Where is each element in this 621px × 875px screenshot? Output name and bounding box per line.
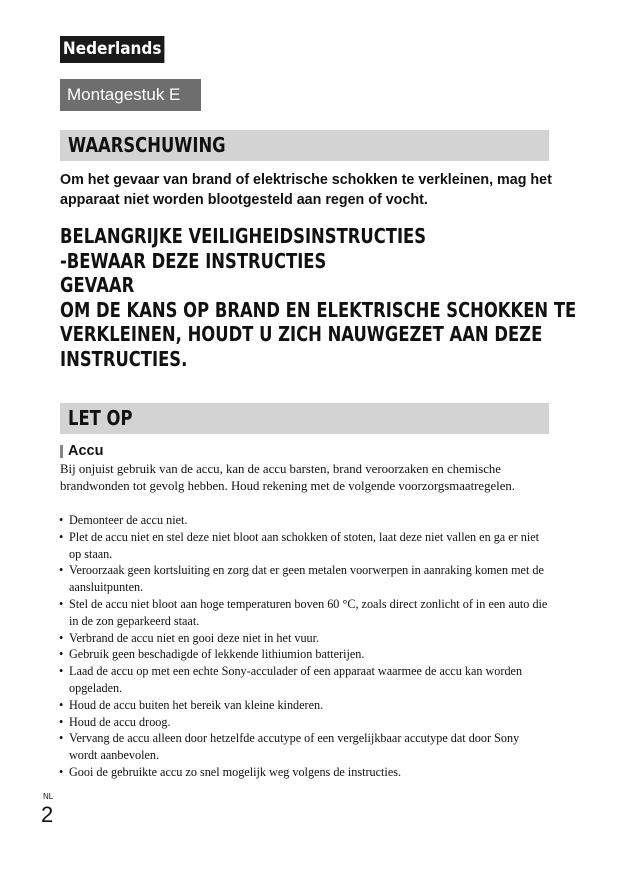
instruction-line: INSTRUCTIES. bbox=[60, 346, 188, 371]
list-item: • Demonteer de accu niet. bbox=[60, 512, 550, 529]
list-item: • Laad de accu op met een echte Sony-acculader of een apparaat waarmee de accu kan worden opgeladen. bbox=[60, 663, 550, 697]
page-number: 2 bbox=[41, 802, 54, 827]
page-language-code: NL bbox=[43, 792, 54, 801]
warning-intro: Om het gevaar van brand of elektrische schokken te verkleinen, mag het apparaat niet worden blootgesteld aan regen of vocht. bbox=[60, 172, 552, 208]
list-item: • Veroorzaak geen kortsluiting en zorg dat er geen metalen voorwerpen in aanraking komen met de aansluitpunten. bbox=[60, 562, 550, 596]
safety-instructions bbox=[60, 224, 600, 371]
list-item: • Plet de accu niet en stel deze niet bloot aan schokken of stoten, laat deze niet vallen en ga er niet op staan. bbox=[60, 529, 550, 563]
instruction-line: GEVAAR bbox=[60, 273, 135, 297]
warning-banner bbox=[60, 130, 549, 161]
list-item: • Houd de accu droog. bbox=[60, 714, 550, 731]
list-item: • Vervang de accu alleen door hetzelfde accutype of een vergelijkbaar accutype dat door Sony wordt aanbevolen. bbox=[60, 730, 550, 764]
instruction-line: BELANGRIJKE VEILIGHEIDSINSTRUCTIES bbox=[60, 224, 427, 248]
list-item: • Gooi de gebruikte accu zo snel mogelijk weg volgens de instructies. bbox=[60, 764, 550, 781]
battery-subheading-text: Accu bbox=[68, 443, 104, 459]
list-item: • Stel de accu niet bloot aan hoge temperaturen boven 60 °C, zoals direct zonlicht of in een auto die in de zon geparkeerd staat. bbox=[60, 596, 550, 630]
instruction-line: -BEWAAR DEZE INSTRUCTIES bbox=[60, 248, 327, 273]
caution-title: LET OP bbox=[68, 406, 133, 430]
caution-banner bbox=[60, 403, 549, 434]
battery-subheading bbox=[60, 442, 103, 460]
battery-precautions-list bbox=[60, 512, 550, 781]
subheading-marker bbox=[60, 445, 63, 458]
section-tab: Montagestuk E bbox=[60, 79, 201, 111]
list-item: • Verbrand de accu niet en gooi deze niet in het vuur. bbox=[60, 630, 550, 647]
instruction-line: OM DE KANS OP BRAND EN ELEKTRISCHE SCHOKKEN TE bbox=[60, 297, 577, 322]
language-tab: Nederlands bbox=[60, 36, 164, 63]
battery-intro: Bij onjuist gebruik van de accu, kan de accu barsten, brand veroorzaken en chemische brandwonden tot gevolg hebben. Houd rekening met de volgende voorzorgsmaatregelen. bbox=[60, 462, 515, 493]
warning-title: WAARSCHUWING bbox=[68, 133, 226, 157]
list-item: • Houd de accu buiten het bereik van kleine kinderen. bbox=[60, 697, 550, 714]
list-item: • Gebruik geen beschadigde of lekkende lithiumion batterijen. bbox=[60, 646, 550, 663]
instruction-line: VERKLEINEN, HOUDT U ZICH NAUWGEZET AAN DEZE bbox=[60, 322, 543, 346]
